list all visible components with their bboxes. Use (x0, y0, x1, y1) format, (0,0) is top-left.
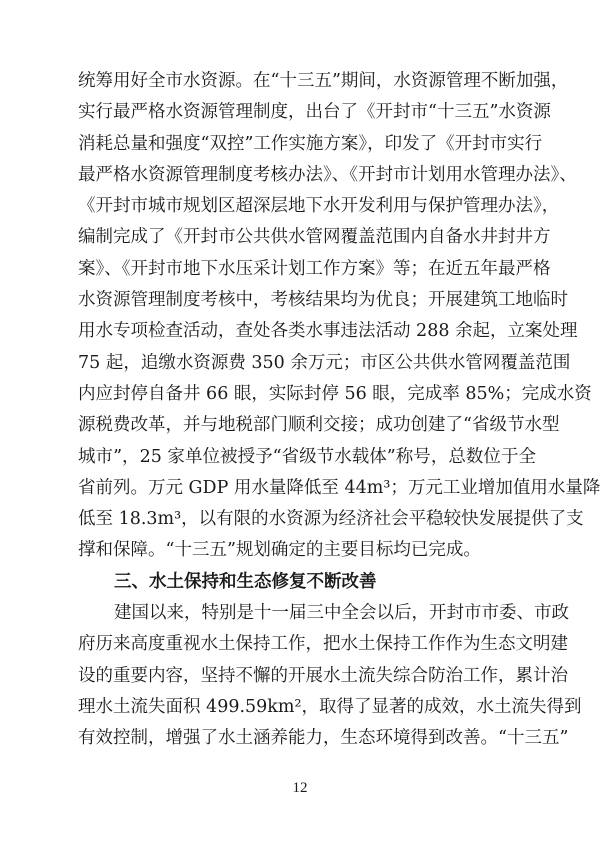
text-line: 消耗总量和强度“双控”工作实施方案》，印发了《开封市实行 (78, 133, 543, 154)
text-line: 府历来高度重视水土保持工作，把水土保持工作作为生态文明建 (78, 634, 568, 655)
text-line: 理水土流失面积 499.59km²，取得了显著的成效，水土流失得到 (78, 696, 582, 717)
section-heading: 三、水土保持和生态修复不断改善 (114, 571, 377, 592)
text-line: 低至 18.3m³，以有限的水资源为经济社会平稳较快发展提供了支 (78, 509, 584, 530)
text-line: 设的重要内容，坚持不懈的开展水土流失综合防治工作，累计治 (78, 665, 568, 686)
text-line: 编制完成了《开封市公共供水管网覆盖范围内自备水井封井方 (78, 227, 551, 248)
text-line: 省前列。万元 GDP 用水量降低至 44m³；万元工业增加值用水量降 (78, 477, 600, 498)
text-line: 用水专项检查活动，查处各类水事违法活动 288 余起，立案处理 (78, 321, 578, 342)
text-line: 城市”，25 家单位被授予“省级节水载体”称号，总数位于全 (78, 446, 536, 467)
text-line: 实行最严格水资源管理制度，出台了《开封市“十三五”水资源 (78, 102, 551, 123)
text-line: 有效控制，增强了水土涵养能力，生态环境得到改善。“十三五” (78, 728, 569, 749)
text-line: 源税费改革，并与地税部门顺利交接；成功创建了“省级节水型 (78, 415, 560, 436)
page-number: 12 (292, 780, 308, 796)
text-line: 内应封停自备井 66 眼，实际封停 56 眼，完成率 85%；完成水资 (78, 383, 592, 404)
text-line: 最严格水资源管理制度考核办法》、《开封市计划用水管理办法》、 (78, 164, 577, 185)
text-line: 建国以来，特别是十一届三中全会以后，开封市市委、市政 (114, 603, 569, 624)
body-text (78, 66, 600, 755)
text-line: 撑和保障。“十三五”规划确定的主要目标均已完成。 (78, 540, 481, 561)
text-line: 水资源管理制度考核中，考核结果均为优良；开展建筑工地临时 (78, 290, 568, 311)
text-line: 75 起，追缴水资源费 350 余万元；市区公共供水管网覆盖范围 (78, 352, 571, 373)
text-line: 《开封市城市规划区超深层地下水开发利用与保护管理办法》， (78, 196, 560, 217)
text-line: 统筹用好全市水资源。在“十三五”期间，水资源管理不断加强， (78, 71, 569, 91)
text-line: 案》、《开封市地下水压采计划工作方案》等；在近五年最严格 (78, 258, 551, 279)
